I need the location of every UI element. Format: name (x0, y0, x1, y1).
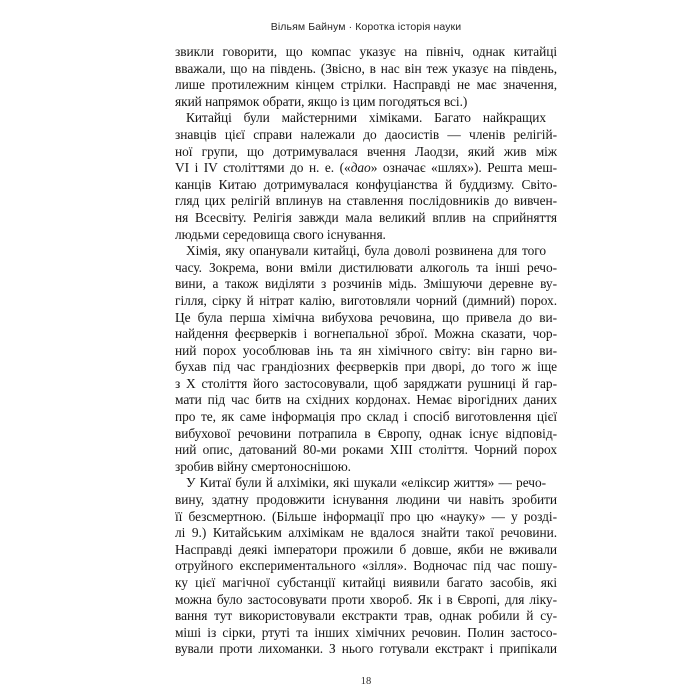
text-line: вували проти лихоманки. З нього готували екстракт і припікали (175, 641, 557, 657)
text-line: отруйного експериментального «зілля». Водночас під час пошу- (175, 558, 557, 574)
text-line: з X століття його застосовували, щоб заряджати рушниці й гар- (175, 375, 557, 391)
page-number: 18 (360, 676, 372, 687)
text-line: ний опис, датований 80-ми роками XIII століття. Чорний порох (175, 442, 557, 458)
text-line: Хімія, яку опанували китайці, була доволі розвинена для того (186, 243, 546, 259)
text-line: Китайці були майстерними хіміками. Багато найкращих (186, 110, 546, 126)
text-line: зробив війну смертоноснішою. (175, 458, 351, 474)
text-line: ку цієї магічної субстанції китайці виявили багато засобів, які (175, 575, 557, 590)
text-line: її безсмертною. (Більше інформації про цю «науку» — у розді- (175, 508, 557, 524)
text-line: У Китаї були й алхіміки, які шукали «еліксир життя» — речо- (186, 475, 546, 491)
text-line: вважали, що на південь. (Звісно, в нас він теж указує на південь, (175, 60, 557, 76)
text-line: міші із сірки, ртуті та інших хімічних речовин. Полин застосо- (175, 624, 557, 640)
text-line: ний порох уособлював інь та ян хімічного світу: він гарно ви- (175, 342, 557, 358)
text-line: бухав під час грандіозних феєрверків при дворі, до того ж іще (175, 359, 557, 375)
body-text (175, 44, 557, 658)
text-line: можна було застосовувати проти хвороб. Як і в Європі, для ліку- (175, 591, 557, 607)
running-header: Вільям Байнум · Коротка історія науки (270, 21, 462, 33)
text-line: ної групи, що дотримувалася вчення Лаодзи, який жив між (175, 143, 557, 159)
text-line: знавців цієї справи належали до даосистів — членів релігій- (175, 126, 557, 142)
text-line: вини, а також виділяти з розчинів мідь. Змішуючи деревне ву- (175, 276, 557, 292)
text-line: часу. Зокрема, вони вміли дистилювати алкоголь та інші речо- (175, 259, 557, 275)
text-line: вину, здатну продовжити існування людини чи навіть зробити (175, 492, 557, 508)
text-line: вибухової речовини потрапила в Європу, однак існує відповід- (175, 425, 557, 441)
text-line: VI і IV століттями до н. е. («дао» означає «шлях»). Решта меш- (175, 160, 557, 176)
text-line: найдення феєрверків і вогнепальної зброї. Можна сказати, чор- (175, 326, 557, 342)
text-line: Це була перша хімічна вибухова речовина, що привела до ви- (175, 309, 557, 325)
text-line: вання тут використовували екстракти трав, однак робили й су- (175, 608, 557, 624)
text-line: гілля, сірку й нітрат калію, виготовляли чорний (димний) порох. (175, 292, 557, 308)
text-line: ня Всесвіту. Релігія завжди мала великий вплив на сприйняття (175, 209, 557, 225)
text-line: Насправді деякі імператори прожили б довше, якби не вживали (175, 541, 557, 557)
text-line: лі 9.) Китайським алхімікам не вдалося знайти такої речовини. (175, 525, 557, 541)
text-line: канців Китаю дотримувалася конфуціанства й буддизму. Світо- (175, 176, 557, 192)
text-line: який напрямок обрати, якщо із цим погодяться всі.) (175, 93, 468, 109)
text-line: людьми середовища свого існування. (175, 226, 386, 242)
text-line: звикли говорити, що компас указує на північ, однак китайці (175, 44, 557, 59)
text-line: про те, як саме інформація про склад і спосіб виготовлення цієї (175, 409, 557, 425)
text-line: лише протилежним кінцем стрілки. Насправді не має значення, (175, 77, 557, 93)
text-line: гляд цих релігій вплинув на ставлення послідовників до вивчен- (175, 193, 557, 209)
text-line: мати під час битв на східних кордонах. Немає вірогідних даних (175, 392, 557, 408)
